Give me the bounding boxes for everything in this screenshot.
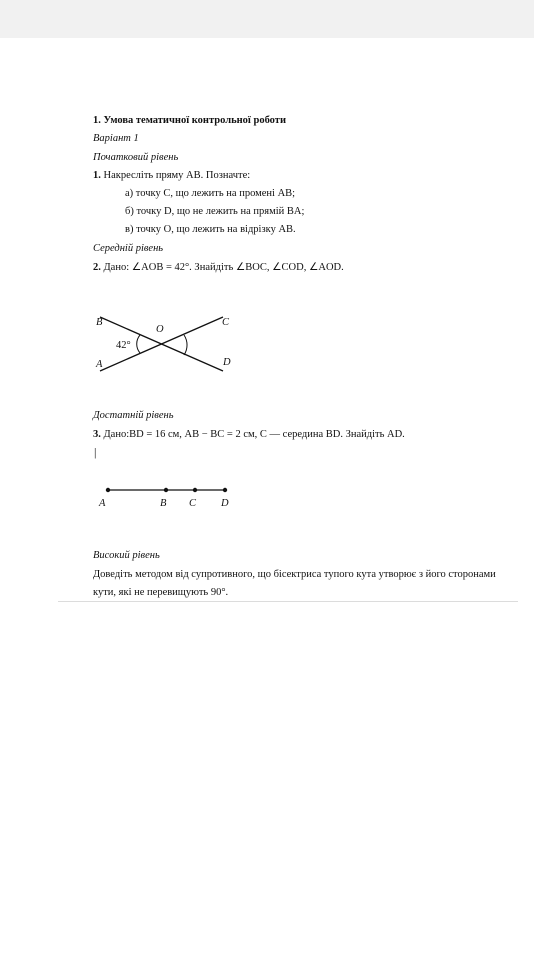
label-a: A (96, 359, 103, 370)
point-label-c: C (189, 498, 197, 509)
point-c (193, 488, 197, 492)
level-medium: Середній рівень (93, 243, 164, 254)
angle-label: 42° (116, 340, 131, 351)
point-label-a: A (99, 498, 106, 509)
task4-line2: кути, які не перевищують 90°. (93, 587, 229, 598)
task2-text: Дано: ∠AOB = 42°. Знайдіть ∠BOC, ∠COD, ∠AOD. (103, 262, 344, 273)
task1-text: Накресліть пряму AB. Позначте: (103, 170, 251, 181)
label-b: B (96, 317, 103, 328)
level-initial: Початковий рівень (93, 152, 179, 163)
task3-figure (94, 480, 244, 510)
angle-arc-left (137, 335, 140, 353)
task1-item-a: а) точку C, що лежить на промені AB; (125, 188, 296, 199)
label-d: D (223, 357, 231, 368)
task3-line (93, 428, 405, 441)
variant-label: Варіант 1 (93, 133, 139, 144)
document-heading: 1. Умова тематичної контрольної роботи (93, 115, 286, 126)
task1-number: 1. (93, 170, 101, 181)
task3-text: Дано:BD = 16 см, AB − BC = 2 см, C — середина BD. Знайдіть AD. (103, 429, 405, 440)
task3-number: 3. (93, 429, 101, 440)
task2-figure (88, 307, 248, 382)
text-cursor[interactable]: | (94, 445, 97, 459)
label-c: C (222, 317, 230, 328)
task2-number: 2. (93, 262, 101, 273)
point-label-d: D (221, 498, 229, 509)
point-a (106, 488, 110, 492)
point-label-b: B (160, 498, 167, 509)
level-high: Високий рівень (93, 550, 160, 561)
task2-line (93, 261, 344, 274)
document-page (58, 112, 534, 602)
label-o: O (156, 324, 164, 335)
point-d (223, 488, 227, 492)
page-bottom-edge (58, 601, 518, 602)
task1-item-b: б) точку D, що не лежить на прямій BA; (125, 206, 305, 217)
browser-top-bar (0, 0, 534, 38)
level-sufficient: Достатній рівень (93, 410, 174, 421)
angle-arc-right (184, 335, 187, 355)
task4-line1: Доведіть методом від супротивного, що бісектриса тупого кута утворює з його сторонами (93, 569, 496, 580)
task1-line (93, 169, 250, 182)
point-b (164, 488, 168, 492)
task1-item-c: в) точку O, що лежить на відрізку AB. (125, 224, 296, 235)
